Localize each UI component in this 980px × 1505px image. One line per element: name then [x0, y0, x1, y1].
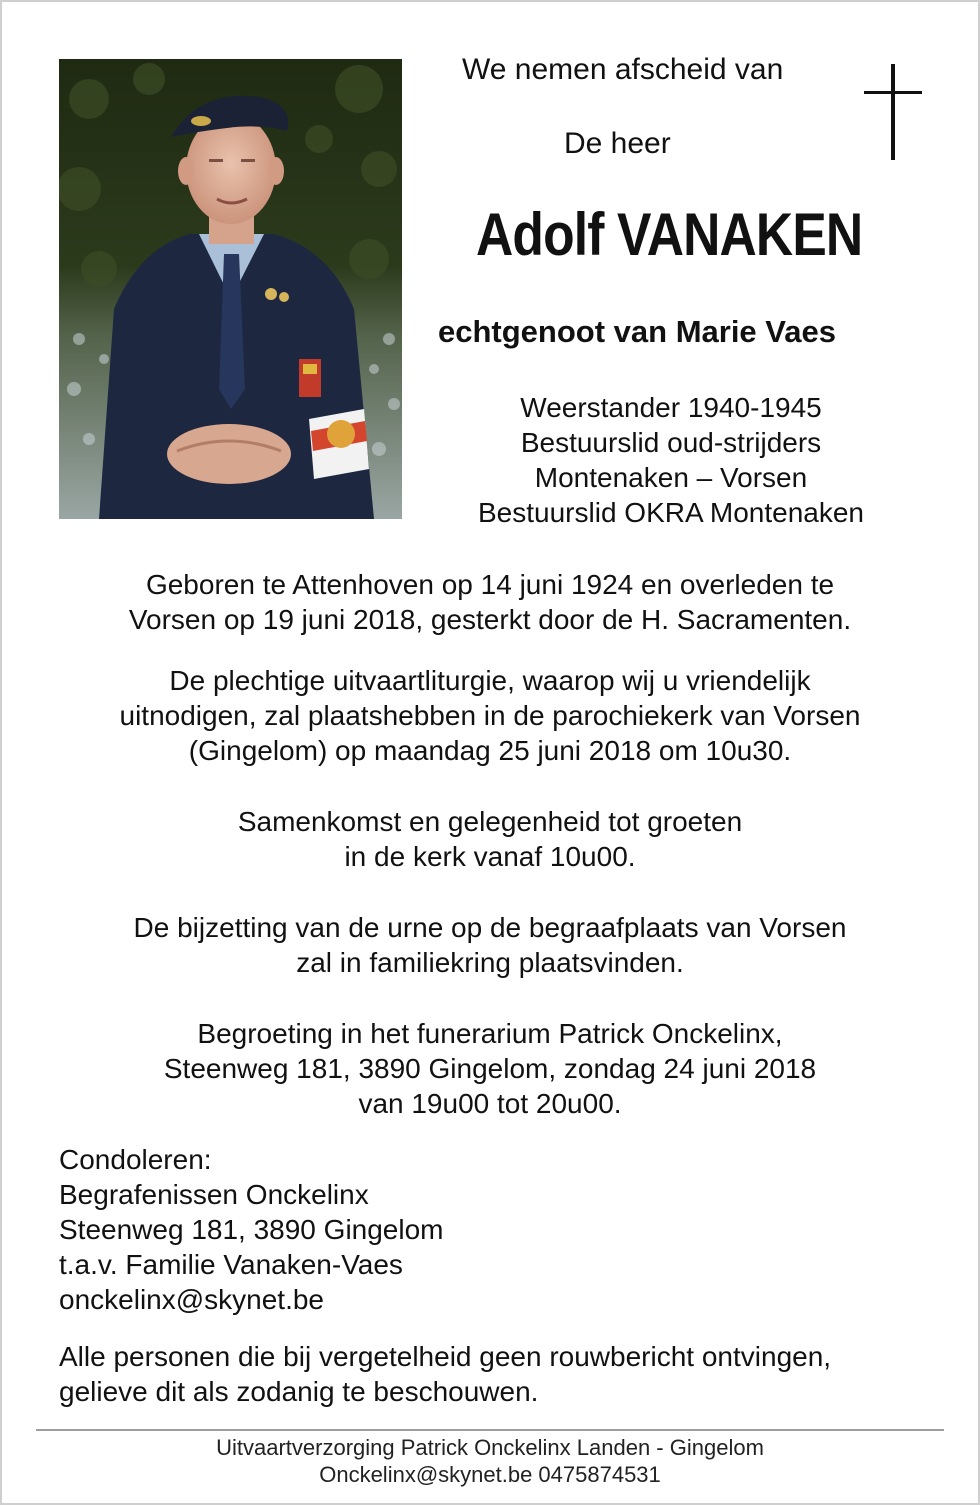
text-line: zal in familiekring plaatsvinden.	[296, 947, 684, 978]
text-line: Steenweg 181, 3890 Gingelom	[59, 1214, 444, 1245]
role-line: Bestuurslid OKRA Montenaken	[478, 497, 864, 528]
burial-block	[40, 910, 940, 980]
greeting-block	[40, 1016, 940, 1121]
liturgy-block	[40, 663, 940, 768]
intro-text: We nemen afscheid van	[462, 53, 784, 86]
text-line: gelieve dit als zodanig te beschouwen.	[59, 1376, 539, 1407]
footer-divider	[36, 1429, 944, 1431]
text-line: Begroeting in het funerarium Patrick Onckelinx,	[197, 1018, 783, 1049]
cross-icon	[864, 64, 922, 160]
text-line: uitnodigen, zal plaatshebben in de parochiekerk van Vorsen	[119, 700, 861, 731]
condolences-email: onckelinx@skynet.be	[59, 1284, 325, 1315]
footer-line: Uitvaartverzorging Patrick Onckelinx Landen - Gingelom	[216, 1435, 764, 1460]
condolences-block	[59, 1142, 444, 1317]
roles-block	[440, 390, 902, 530]
notice-block	[59, 1339, 831, 1409]
text-line: (Gingelom) op maandag 25 juni 2018 om 10u30.	[188, 735, 792, 766]
spouse-line: echtgenoot van Marie Vaes	[438, 314, 836, 349]
text-line: van 19u00 tot 20u00.	[358, 1088, 622, 1119]
text-line: Geboren te Attenhoven op 14 juni 1924 en overleden te	[145, 569, 835, 600]
portrait-photo	[59, 59, 402, 519]
gathering-block	[40, 804, 940, 874]
condolences-heading: Condoleren:	[59, 1144, 212, 1175]
text-line: De plechtige uitvaartliturgie, waarop wij u vriendelijk	[169, 665, 811, 696]
birth-death-block	[40, 567, 940, 637]
role-line: Bestuurslid oud-strijders	[520, 427, 822, 458]
text-line: Samenkomst en gelegenheid tot groeten	[237, 806, 743, 837]
footer-block	[40, 1434, 940, 1488]
role-line: Montenaken – Vorsen	[534, 462, 808, 493]
footer-line: Onckelinx@skynet.be 0475874531	[319, 1462, 661, 1487]
text-line: in de kerk vanaf 10u00.	[344, 841, 636, 872]
text-line: t.a.v. Familie Vanaken-Vaes	[59, 1249, 403, 1280]
text-line: De bijzetting van de urne op de begraafplaats van Vorsen	[133, 912, 847, 943]
salutation-text: De heer	[564, 127, 671, 160]
text-line: Steenweg 181, 3890 Gingelom, zondag 24 juni 2018	[163, 1053, 817, 1084]
text-line: Vorsen op 19 juni 2018, gesterkt door de H. Sacramenten.	[128, 604, 852, 635]
text-line: Alle personen die bij vergetelheid geen rouwbericht ontvingen,	[59, 1341, 832, 1372]
text-line: Begrafenissen Onckelinx	[59, 1179, 369, 1210]
role-line: Weerstander 1940-1945	[520, 392, 822, 423]
deceased-name: Adolf VANAKEN	[476, 201, 863, 268]
